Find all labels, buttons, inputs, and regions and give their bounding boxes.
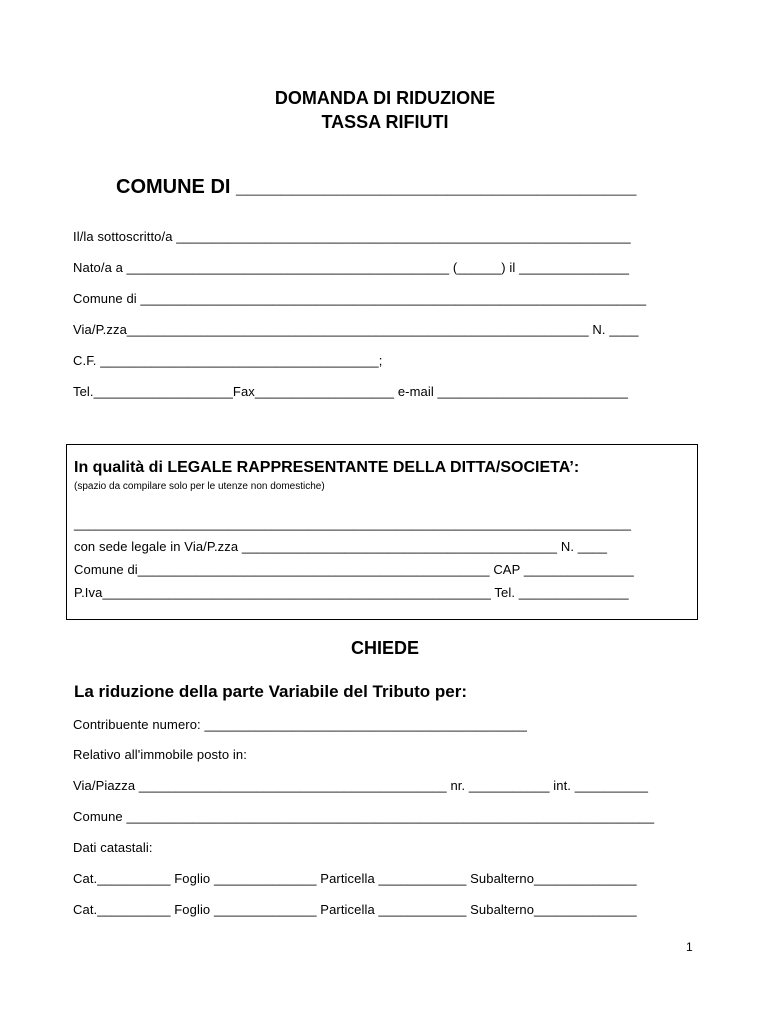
company-section-title: In qualità di LEGALE RAPPRESENTANTE DELLA DITTA/SOCIETA’: [74, 459, 580, 476]
chiede-heading: CHIEDE [350, 638, 419, 658]
company-section-note: (spazio da compilare solo per le utenze non domestiche) [74, 481, 325, 492]
request-heading: La riduzione della parte Variabile del Tributo per: [74, 682, 467, 701]
cadastral-label: Dati catastali: [73, 840, 153, 855]
birthplace-field[interactable]: Nato/a a ____________________________________________ (______) il _______________ [73, 260, 630, 275]
company-comune-cap-field[interactable]: Comune di________________________________________________ CAP _______________ [74, 562, 634, 577]
address-field[interactable]: Via/P.zza_______________________________________________________________ N. ____ [73, 322, 639, 337]
document-title-line1: DOMANDA DI RIDUZIONE [274, 88, 496, 108]
company-sede-field[interactable]: con sede legale in Via/P.zza ___________________________________________ N. ____ [74, 539, 608, 554]
company-piva-field[interactable]: P.Iva_____________________________________________________ Tel. _______________ [74, 585, 629, 600]
document-title-line2: TASSA RIFIUTI [321, 112, 449, 132]
company-name-field[interactable]: ____________________________________________________________________________ [74, 516, 632, 531]
sottoscritto-field[interactable]: Il/la sottoscritto/a ______________________________________________________________ [73, 229, 631, 244]
fiscal-code-field[interactable]: C.F. ______________________________________; [73, 353, 383, 368]
comune-field[interactable]: Comune di _____________________________________________________________________ [73, 291, 647, 306]
comune-heading[interactable]: COMUNE DI ____________________________________ [116, 176, 637, 198]
property-comune-field[interactable]: Comune ________________________________________________________________________ [73, 809, 655, 824]
cadastral-row-1[interactable]: Cat.__________ Foglio ______________ Particella ____________ Subalterno______________ [73, 871, 637, 886]
contacts-field[interactable]: Tel.___________________Fax___________________ e-mail __________________________ [73, 384, 629, 399]
page-number: 1 [686, 940, 693, 954]
contribuente-field[interactable]: Contribuente numero: ____________________________________________ [73, 717, 527, 732]
relativo-label: Relativo all'immobile posto in: [73, 747, 247, 762]
cadastral-row-2[interactable]: Cat.__________ Foglio ______________ Particella ____________ Subalterno______________ [73, 902, 637, 917]
property-address-field[interactable]: Via/Piazza __________________________________________ nr. ___________ int. __________ [73, 778, 649, 793]
